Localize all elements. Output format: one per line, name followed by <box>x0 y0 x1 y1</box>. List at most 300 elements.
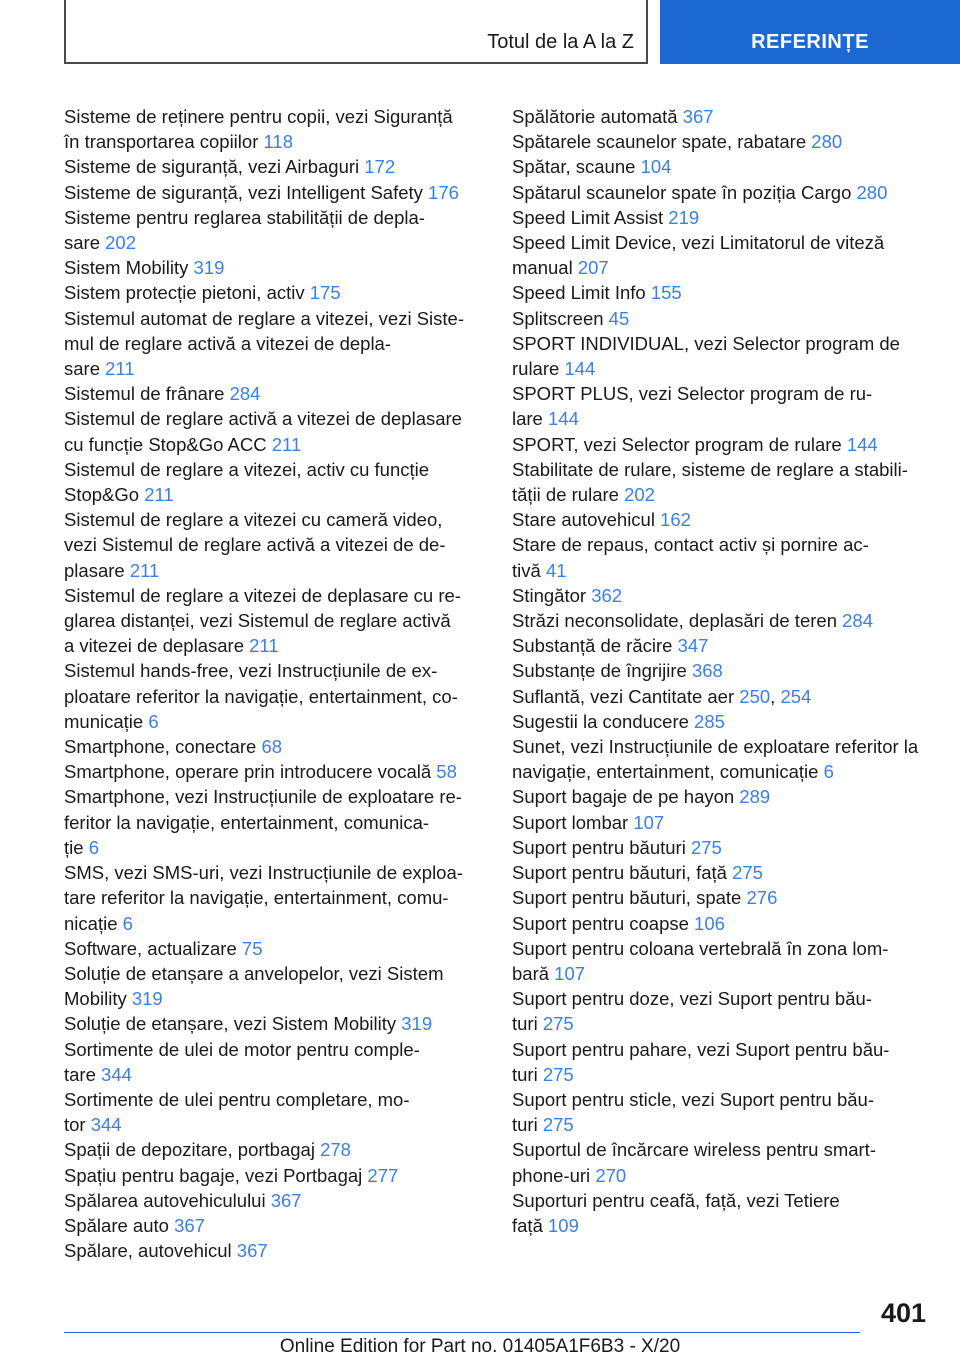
index-entry <box>512 381 932 431</box>
index-entry <box>64 1213 480 1238</box>
index-entry-text: Suport lombar <box>512 811 629 833</box>
index-entry-line <box>64 104 480 129</box>
index-entry-text: Substanțe de îngrijire <box>512 660 687 682</box>
index-entry-text: Spălătorie automată <box>512 106 678 127</box>
index-entry <box>512 104 932 129</box>
index-entry-line <box>64 1037 480 1062</box>
index-entry <box>512 1037 932 1087</box>
index-entry <box>512 986 932 1036</box>
index-entry-text: Sisteme de siguranță, vezi Airbaguri <box>64 156 360 178</box>
index-entry-text: Soluție de etanșare a anvelopelor, vezi Sistem <box>64 962 444 984</box>
index-entry-text: Smartphone, vezi Instrucțiunile de exploatare re- <box>64 786 462 808</box>
index-entry-text: Sistemul de reglare activă a vitezei de deplasare <box>64 408 462 430</box>
page-reference-link[interactable]: 277 <box>367 1164 399 1186</box>
index-entry <box>512 911 932 936</box>
index-entry-text: navigație, entertainment, comunicație <box>512 761 819 783</box>
index-entry <box>512 432 932 457</box>
page-reference-link[interactable]: 284 <box>842 610 873 632</box>
index-entry-line <box>64 558 480 583</box>
index-entry-text: Sistemul automat de reglare a vitezei, vezi Siste- <box>64 307 464 329</box>
index-entry-text: Spătarul scaunelor spate în poziția Cargo <box>512 181 852 203</box>
page-reference-link[interactable]: 280 <box>856 181 888 203</box>
page-reference-link[interactable]: 319 <box>131 988 163 1010</box>
page-reference-link[interactable]: 6 <box>148 710 159 732</box>
page-reference-link[interactable]: 367 <box>682 106 714 127</box>
index-entry-text: Spătar, scaune <box>512 156 636 178</box>
index-entry-text: turi <box>512 1013 538 1035</box>
index-entry <box>64 406 480 456</box>
page-reference-link[interactable]: 367 <box>174 1214 205 1236</box>
index-entry <box>64 734 480 759</box>
index-entry-text: lare <box>512 408 543 430</box>
index-entry-text: Spătarele scaunelor spate, rabatare <box>512 131 807 153</box>
index-entry <box>64 1163 480 1188</box>
index-entry-text: feritor la navigație, entertainment, comunica- <box>64 811 430 833</box>
index-entry <box>64 1011 480 1036</box>
index-entry-line <box>512 532 932 557</box>
index-entry-line: Suflantă, vezi Cantitate aer 250, 254 <box>512 685 812 707</box>
page-reference-link[interactable]: 6 <box>88 836 99 858</box>
index-entry-line <box>64 331 480 356</box>
page-reference-link[interactable]: 6 <box>823 761 834 783</box>
index-entry-text: Smartphone, conectare <box>64 736 257 758</box>
index-entry-line <box>512 936 932 961</box>
index-entry-line <box>64 457 480 482</box>
page-reference-link[interactable]: 118 <box>263 131 293 153</box>
index-entry <box>64 1188 480 1213</box>
index-entry-line <box>512 961 932 986</box>
index-entry-line <box>512 129 932 154</box>
page-reference-link[interactable]: 144 <box>846 433 878 455</box>
page-reference-link[interactable]: 68 <box>261 736 283 758</box>
index-entry <box>512 784 932 809</box>
index-entry-text: Suflantă, vezi Cantitate aer <box>512 685 735 707</box>
page-reference-link[interactable]: 58 <box>436 761 457 783</box>
index-entry-text: Suport pentru băuturi, spate <box>512 887 742 909</box>
index-entry-line <box>64 507 480 532</box>
page-reference-link[interactable]: 211 <box>249 635 279 657</box>
index-entry-text: Suport pentru băuturi, față <box>512 862 727 884</box>
index-entry-line <box>64 911 480 936</box>
page-reference-link[interactable]: 275 <box>690 836 722 858</box>
index-entry-line <box>512 154 932 179</box>
index-entry-line <box>512 1037 932 1062</box>
index-entry <box>512 658 932 683</box>
index-entry-line <box>512 658 932 683</box>
index-entry-text: bară <box>512 962 550 984</box>
index-entry-line <box>64 482 480 507</box>
index-entry-text: glarea distanței, vezi Sistemul de reglare activă <box>64 610 451 632</box>
page-reference-link[interactable]: 367 <box>270 1189 302 1211</box>
index-entry <box>512 532 932 582</box>
index-entry-line <box>64 734 480 759</box>
index-entry-line <box>512 558 932 583</box>
index-entry <box>512 810 932 835</box>
index-entry-text: Sistem Mobility <box>64 257 189 279</box>
footer-divider <box>64 1332 860 1333</box>
index-entry <box>512 154 932 179</box>
page-reference-link[interactable]: 367 <box>236 1240 268 1262</box>
index-entry-line <box>64 154 480 179</box>
index-entry <box>512 129 932 154</box>
index-entry-text: manual <box>512 257 573 279</box>
page-reference-link[interactable]: 6 <box>122 912 133 934</box>
page-reference-link[interactable]: 344 <box>101 1063 132 1085</box>
index-entry <box>512 507 932 532</box>
section-title: Totul de la A la Z <box>487 31 634 53</box>
index-entry-text: ploatare referitor la navigație, entertainment, co- <box>64 685 458 707</box>
index-entry-text: Soluție de etanșare, vezi Sistem Mobility <box>64 1013 397 1035</box>
index-entry-text: Speed Limit Device, vezi Limitatorul de viteză <box>512 232 885 254</box>
index-entry-text: Spălare auto <box>64 1214 169 1236</box>
index-entry <box>512 709 932 734</box>
index-entry <box>64 583 480 659</box>
index-entry <box>512 734 932 784</box>
page-reference-link[interactable]: 155 <box>650 282 682 304</box>
index-entry <box>64 961 480 1011</box>
index-entry-line <box>64 1163 480 1188</box>
index-entry-line <box>64 936 480 961</box>
index-entry-text: Sortimente de ulei pentru completare, mo- <box>64 1088 410 1110</box>
index-entry-line <box>512 583 932 608</box>
index-entry-text: Sistem protecție pietoni, activ <box>64 282 305 304</box>
index-entry-line <box>64 658 480 683</box>
index-column-left <box>64 104 480 1263</box>
index-entry-text: Smartphone, operare prin introducere vocală <box>64 761 432 783</box>
index-entry-line <box>512 280 932 305</box>
index-entry-text: în transportarea copiilor <box>64 131 259 153</box>
index-entry-text: Spălare, autovehicul <box>64 1240 232 1262</box>
index-entry-text: SPORT PLUS, vezi Selector program de ru- <box>512 383 873 405</box>
page-reference-link[interactable]: 219 <box>668 206 700 228</box>
index-entry-text: tare referitor la navigație, entertainment, comu- <box>64 887 449 909</box>
page-reference-link[interactable]: 278 <box>320 1139 351 1161</box>
page-reference-link[interactable]: 202 <box>105 232 137 254</box>
index-entry-line <box>512 1137 932 1162</box>
index-entry <box>512 306 932 331</box>
page-reference-link[interactable]: 275 <box>542 1114 574 1136</box>
index-entry-text: Suport pentru coapse <box>512 912 689 934</box>
index-entry-text: Sortimente de ulei de motor pentru comple- <box>64 1038 420 1060</box>
page-reference-link[interactable]: 75 <box>241 937 263 959</box>
index-entry-line <box>64 1137 480 1162</box>
index-entry-text: Suport pentru doze, vezi Suport pentru bău- <box>512 988 872 1010</box>
index-entry-text: Sisteme de reținere pentru copii, vezi Siguranță <box>64 106 453 127</box>
index-entry-line <box>512 306 932 331</box>
index-entry-line <box>512 104 932 129</box>
index-entry <box>512 1087 932 1137</box>
index-entry-text: municație <box>64 710 144 732</box>
index-entry-text: SPORT, vezi Selector program de rulare <box>512 433 842 455</box>
index-entry-line <box>512 356 932 381</box>
index-entry-text: rulare <box>512 358 560 380</box>
index-entry <box>64 205 480 255</box>
index-entry-text: cu funcție Stop&Go ACC <box>64 433 267 455</box>
index-entry-text: turi <box>512 1063 538 1085</box>
index-entry <box>64 381 480 406</box>
index-entry-text: turi <box>512 1114 538 1136</box>
page-reference-link[interactable]: 41 <box>545 559 567 581</box>
index-entry-line <box>512 180 932 205</box>
index-entry <box>512 633 932 658</box>
index-entry <box>64 154 480 179</box>
index-entry-text: Spațiu pentru bagaje, vezi Portbagaj <box>64 1164 363 1186</box>
index-entry-line <box>64 709 480 734</box>
index-entry-line <box>64 784 480 809</box>
index-entry-text: Splitscreen <box>512 307 604 329</box>
page-reference-link[interactable]: 275 <box>732 862 763 884</box>
index-entry-line <box>64 255 480 280</box>
index-entry-text: Sistemul de reglare a vitezei cu cameră video, <box>64 509 443 531</box>
page-reference-link[interactable]: 211 <box>271 433 302 455</box>
index-entry <box>512 885 932 910</box>
index-entry-line <box>512 1087 932 1112</box>
index-entry-line <box>64 381 480 406</box>
index-entry-line <box>512 230 932 255</box>
index-entry-line <box>64 406 480 431</box>
index-entry-text: sare <box>64 358 100 380</box>
index-entry-line <box>512 1213 932 1238</box>
index-entry <box>512 280 932 305</box>
index-entry-text: Sunet, vezi Instrucțiunile de exploatare referitor la <box>512 736 919 758</box>
index-entry-line <box>512 608 932 633</box>
index-entry-text: Suport pentru coloana vertebrală în zona lom- <box>512 937 889 959</box>
page-reference-link[interactable]: 319 <box>193 257 225 279</box>
index-entry-line <box>512 1188 932 1213</box>
index-entry-text: Sisteme de siguranță, vezi Intelligent Safety <box>64 181 423 203</box>
index-entry <box>64 180 480 205</box>
index-entry-line <box>512 457 932 482</box>
index-entry-line <box>512 709 932 734</box>
index-entry-text: Sistemul de frânare <box>64 383 225 405</box>
index-entry <box>512 608 932 633</box>
index-entry <box>64 784 480 860</box>
index-entry <box>64 658 480 734</box>
page-reference-link[interactable]: 109 <box>548 1214 579 1236</box>
page-reference-link[interactable]: 107 <box>554 962 586 984</box>
index-entry-line <box>512 734 932 759</box>
index-entry-text: Speed Limit Assist <box>512 206 664 228</box>
index-entry-line <box>64 835 480 860</box>
index-entry-line <box>64 280 480 305</box>
index-entry-line <box>64 885 480 910</box>
page-reference-link[interactable]: 106 <box>694 912 725 934</box>
index-entry-line <box>512 784 932 809</box>
page-number: 401 <box>880 1298 926 1328</box>
page-reference-link[interactable]: 104 <box>640 156 672 178</box>
index-entry-text: SMS, vezi SMS-uri, vezi Instrucțiunile de exploa- <box>64 862 463 884</box>
index-entry-text: Spații de depozitare, portbagaj <box>64 1139 315 1161</box>
index-entry-line <box>512 507 932 532</box>
index-entry-line <box>512 911 932 936</box>
index-entry-text: Sistemul de reglare a vitezei, activ cu funcție <box>64 458 430 480</box>
index-entry <box>64 1137 480 1162</box>
index-entry-text: Sistemul de reglare a vitezei de deplasare cu re- <box>64 584 461 606</box>
index-entry <box>512 684 932 709</box>
index-entry-text: plasare <box>64 559 125 581</box>
index-entry-line <box>512 860 932 885</box>
index-entry <box>64 759 480 784</box>
page-reference-link[interactable]: 207 <box>577 257 609 279</box>
index-entry-text: Suportul de încărcare wireless pentru smart- <box>512 1139 876 1161</box>
index-entry-text: Stingător <box>512 584 587 606</box>
index-entry <box>512 936 932 986</box>
index-entry-text: Suport pentru băuturi <box>512 836 686 858</box>
page-reference-link[interactable]: 362 <box>591 584 623 606</box>
index-entry <box>512 331 932 381</box>
page-reference-link[interactable]: 107 <box>633 811 665 833</box>
index-entry-line <box>64 1238 480 1263</box>
page-reference-link[interactable]: 211 <box>144 484 174 506</box>
index-entry-text: sare <box>64 232 100 254</box>
index-entry-text: Stabilitate de rulare, sisteme de reglare a stabili- <box>512 458 908 480</box>
index-entry-line <box>64 1213 480 1238</box>
index-entry-line <box>512 1011 932 1036</box>
index-entry <box>512 1188 932 1238</box>
index-entry-line <box>512 1163 932 1188</box>
page-reference-link[interactable]: 254 <box>780 685 812 707</box>
index-entry-line <box>512 205 932 230</box>
index-entry <box>64 457 480 507</box>
index-entry <box>512 835 932 860</box>
page-reference-link[interactable]: 202 <box>624 484 655 506</box>
index-entry-text: Speed Limit Info <box>512 282 646 304</box>
index-entry-text: Suport pentru pahare, vezi Suport pentru bău- <box>512 1038 890 1060</box>
page-reference-link[interactable]: 175 <box>309 282 341 304</box>
index-entry-text: Software, actualizare <box>64 937 237 959</box>
index-entry-text: Mobility <box>64 988 127 1010</box>
index-entry-text: Străzi neconsolidate, deplasări de teren <box>512 610 837 632</box>
page-reference-link[interactable]: 285 <box>694 710 725 732</box>
index-column-right <box>512 104 932 1238</box>
index-entry-text: phone-uri <box>512 1164 591 1186</box>
index-entry-text: Sugestii la conducere <box>512 710 689 732</box>
page-reference-link[interactable]: 276 <box>746 887 778 909</box>
index-entry-line <box>64 986 480 1011</box>
index-entry-line <box>512 381 932 406</box>
page-reference-link[interactable]: 211 <box>129 559 160 581</box>
index-entry-line <box>64 1011 480 1036</box>
index-entry-line <box>64 684 480 709</box>
index-entry <box>64 306 480 382</box>
index-entry-line <box>512 432 932 457</box>
page-reference-link[interactable]: 289 <box>739 786 771 808</box>
index-entry-line <box>512 1112 932 1137</box>
index-entry <box>512 457 932 507</box>
index-entry-line <box>512 885 932 910</box>
index-entry-text: Stop&Go <box>64 484 140 506</box>
index-entry-line <box>64 129 480 154</box>
index-entry <box>512 205 932 230</box>
index-entry-line <box>64 759 480 784</box>
index-entry-text: față <box>512 1214 543 1236</box>
index-entry-line <box>512 255 932 280</box>
index-entry-line <box>64 532 480 557</box>
index-entry-line <box>64 961 480 986</box>
index-entry <box>64 280 480 305</box>
index-entry <box>512 180 932 205</box>
index-entry-line <box>512 406 932 431</box>
index-entry-line <box>64 1112 480 1137</box>
index-entry-line <box>64 205 480 230</box>
index-entry-text: nicație <box>64 912 118 934</box>
index-entry <box>512 583 932 608</box>
index-entry-line <box>64 860 480 885</box>
index-entry-line <box>512 810 932 835</box>
page-reference-link[interactable]: 275 <box>542 1013 574 1035</box>
index-entry-line <box>512 1062 932 1087</box>
page-reference-link[interactable]: 270 <box>595 1164 627 1186</box>
page-reference-link[interactable]: 275 <box>542 1063 574 1085</box>
index-entry-text: ție <box>64 836 84 858</box>
index-entry-text: tivă <box>512 559 541 581</box>
page-reference-link[interactable]: 344 <box>90 1114 122 1136</box>
page-reference-link[interactable]: 144 <box>564 358 596 380</box>
page-reference-link[interactable]: 45 <box>608 307 630 329</box>
index-entry <box>64 1238 480 1263</box>
page-reference-link[interactable]: 211 <box>105 358 135 380</box>
page-reference-link[interactable]: 284 <box>229 383 261 405</box>
index-entry <box>512 230 932 280</box>
page-reference-link[interactable]: 368 <box>691 660 723 682</box>
index-entry-text: Stare de repaus, contact activ și pornire ac- <box>512 534 869 556</box>
index-entry-text: tății de rulare <box>512 484 619 506</box>
index-entry-line <box>64 1188 480 1213</box>
index-entry-line <box>64 180 480 205</box>
index-entry-line <box>512 331 932 356</box>
index-entry-line <box>64 810 480 835</box>
index-entry-text: Substanță de răcire <box>512 635 673 657</box>
index-entry-line <box>64 306 480 331</box>
index-entry <box>64 1037 480 1087</box>
page-reference-link[interactable]: 162 <box>660 509 691 531</box>
index-entry <box>64 1087 480 1137</box>
index-entry-line <box>512 482 932 507</box>
index-entry <box>64 104 480 154</box>
index-entry-line <box>512 986 932 1011</box>
index-entry <box>512 1137 932 1187</box>
index-entry-text: SPORT INDIVIDUAL, vezi Selector program de <box>512 332 900 354</box>
page-reference-link[interactable]: 280 <box>811 131 843 153</box>
index-entry <box>64 255 480 280</box>
index-entry-line <box>64 230 480 255</box>
index-entry-line <box>64 633 480 658</box>
page-reference-link[interactable]: 347 <box>677 635 709 657</box>
index-entry-text: a vitezei de deplasare <box>64 635 244 657</box>
page-reference-link[interactable]: 144 <box>548 408 579 430</box>
index-entry <box>64 936 480 961</box>
index-entry-text: Suport pentru sticle, vezi Suport pentru bău- <box>512 1088 874 1110</box>
index-entry <box>512 860 932 885</box>
index-entry-line <box>64 1087 480 1112</box>
index-entry <box>64 860 480 936</box>
page-reference-link[interactable]: 176 <box>428 181 459 203</box>
page-reference-link[interactable]: 172 <box>364 156 396 178</box>
index-entry-line <box>64 432 480 457</box>
index-entry-text: Sistemul hands-free, vezi Instrucțiunile de ex- <box>64 660 438 682</box>
index-entry-text: tor <box>64 1114 86 1136</box>
index-entry-text: tare <box>64 1063 96 1085</box>
index-entry-line <box>64 1062 480 1087</box>
chapter-tab[interactable]: REFERINȚE <box>660 0 960 64</box>
index-entry-text: Stare autovehicul <box>512 509 655 531</box>
index-entry-line <box>64 356 480 381</box>
page-reference-link[interactable]: 250 <box>739 685 771 707</box>
index-entry-text: Spălarea autovehiculului <box>64 1189 266 1211</box>
index-entry-text: Suporturi pentru ceafă, față, vezi Tetiere <box>512 1189 840 1211</box>
edition-footer: Online Edition for Part no. 01405A1F6B3 - X/20 <box>279 1336 681 1357</box>
page-reference-link[interactable]: 319 <box>401 1013 433 1035</box>
